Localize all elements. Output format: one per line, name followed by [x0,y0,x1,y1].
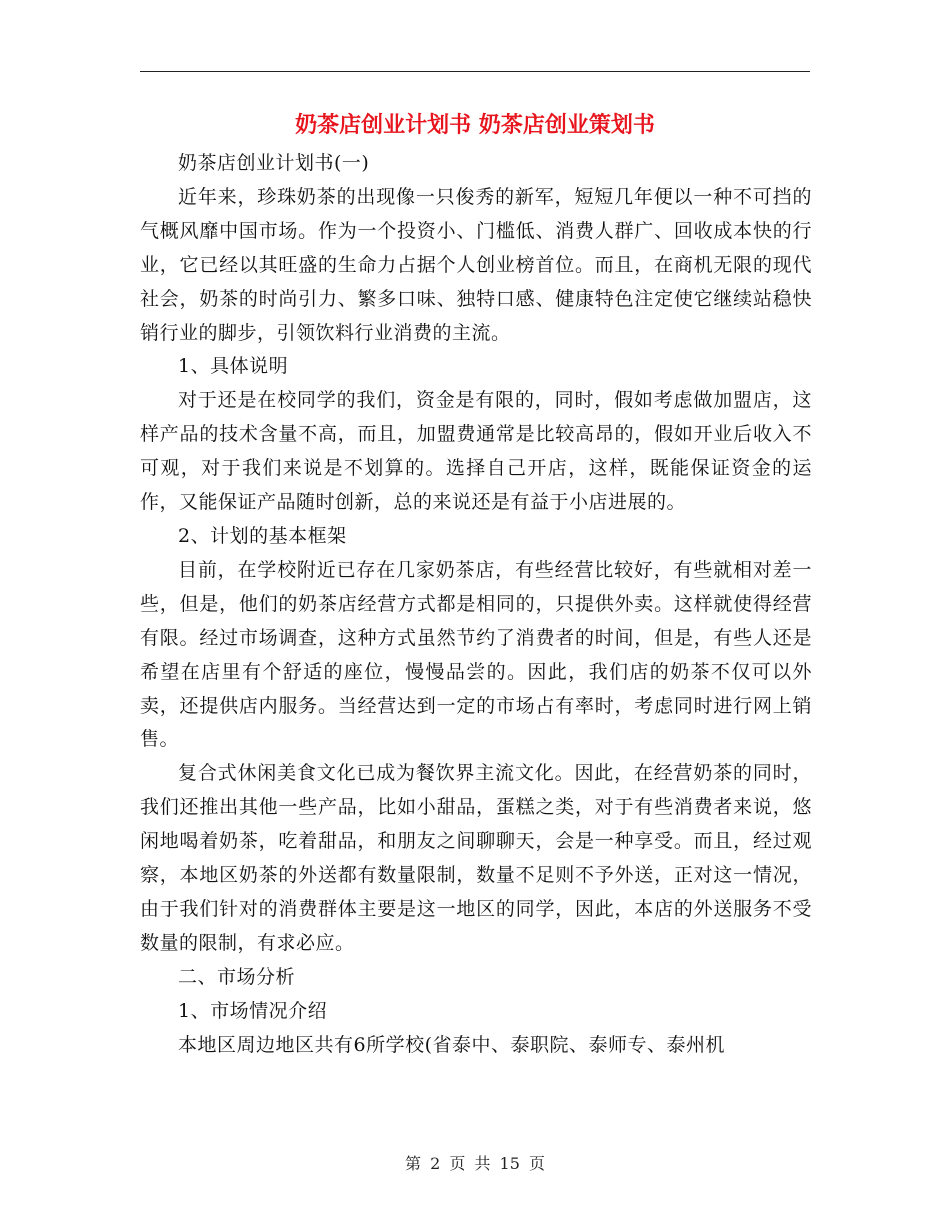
section-heading: 二、市场分析 [178,965,296,988]
document-title: 奶茶店创业计划书 奶茶店创业策划书 [295,112,655,138]
paragraph: 对于还是在校同学的我们，资金是有限的，同时，假如考虑做加盟店，这样产品的技术含量不高，而且，加盟费通常是比较高昂的，假如开业后收入不可观，对于我们来说是不划算的。选择自己开店，这样，既能保证资金的运作，又能保证产品随时创新，总的来说还是有益于小店进展的。 [140,389,812,514]
section-heading: 1、具体说明 [178,355,289,378]
document-body [140,147,812,1062]
section-heading: 2、计划的基本框架 [178,524,347,547]
paragraph: 目前，在学校附近已存在几家奶茶店，有些经营比较好，有些就相对差一些，但是，他们的奶茶店经营方式都是相同的，只提供外卖。这样就使得经营有限。经过市场调查，这种方式虽然节约了消费者的时间，但是，有些人还是希望在店里有个舒适的座位，慢慢品尝的。因此，我们店的奶茶不仅可以外卖，还提供店内服务。当经营达到一定的市场占有率时，考虑同时进行网上销售。 [140,558,812,751]
page-number: 第 2 页 共 15 页 [405,1154,545,1173]
paragraph: 复合式休闲美食文化已成为餐饮界主流文化。因此，在经营奶茶的同时，我们还推出其他一些产品，比如小甜品，蛋糕之类，对于有些消费者来说，悠闲地喝着奶茶，吃着甜品，和朋友之间聊聊天，会是一种享受。而且，经过观察，本地区奶茶的外送都有数量限制，数量不足则不予外送，正对这一情况，由于我们针对的消费群体主要是这一地区的同学，因此，本店的外送服务不受数量的限制，有求必应。 [140,762,812,954]
section-heading: 1、市场情况介绍 [178,999,328,1022]
paragraph-intro: 近年来，珍珠奶茶的出现像一只俊秀的新军，短短几年便以一种不可挡的气概风靡中国市场。作为一个投资小、门槛低、消费人群广、回收成本快的行业，它已经以其旺盛的生命力占据个人创业榜首位。而且，在商机无限的现代社会，奶茶的时尚引力、繁多口味、独特口感、健康特色注定使它继续站稳快销行业的脚步，引领饮料行业消费的主流。 [140,185,812,344]
header-rule [140,71,810,72]
paragraph: 本地区周边地区共有6所学校(省泰中、泰职院、泰师专、泰州机 [178,1033,726,1056]
paragraph-subtitle: 奶茶店创业计划书(一) [178,152,370,174]
